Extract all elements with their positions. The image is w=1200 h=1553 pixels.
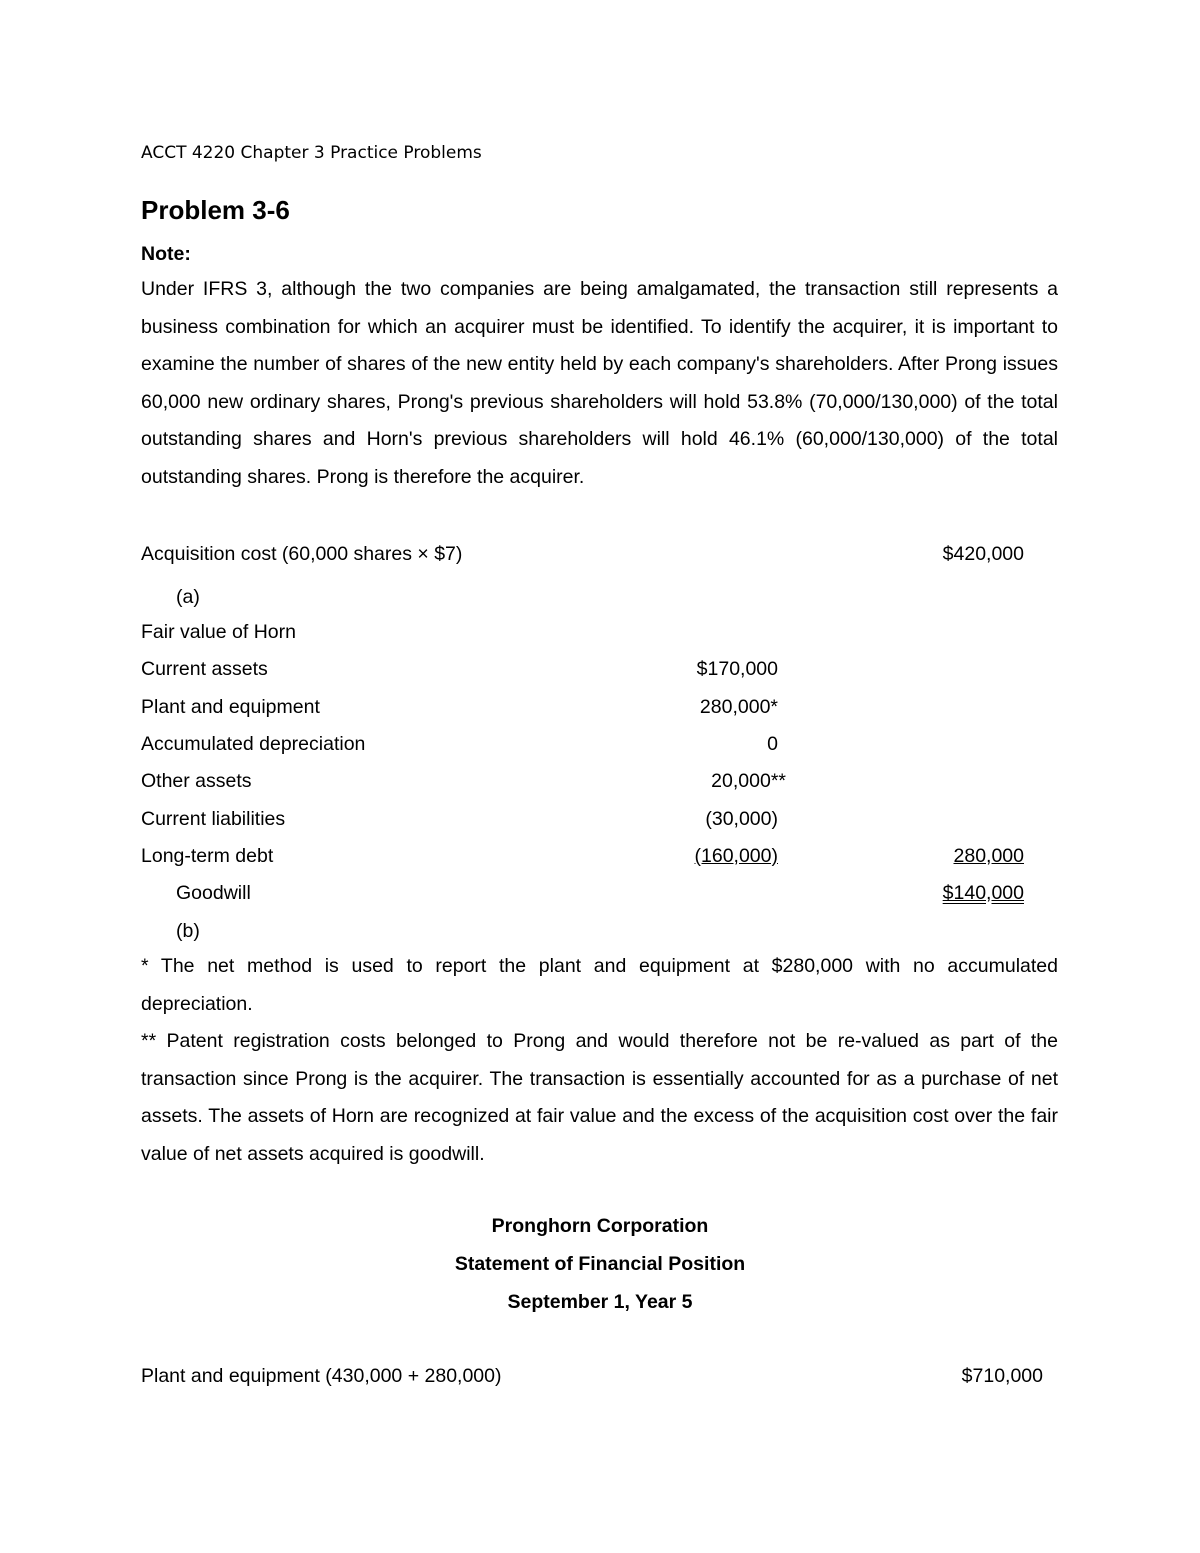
note-label: Note: bbox=[141, 243, 191, 265]
fair-value-heading: Fair value of Horn bbox=[141, 621, 296, 643]
sfp-plant-label: Plant and equipment (430,000 + 280,000) bbox=[141, 1365, 502, 1387]
current-liabilities-amount: (30,000) bbox=[705, 808, 778, 830]
part-b-label: (b) bbox=[176, 920, 200, 942]
goodwill-amount: $140,000 bbox=[942, 882, 1024, 904]
acquisition-cost-amount: $420,000 bbox=[942, 543, 1024, 565]
footnote-2: ** Patent registration costs belonged to Prong and would therefore not be re-valued as part of the transaction since Prong is the acquirer. The transaction is essentially accounted for as a purchase of net assets. The assets of Horn are recognized at fair value and the excess of the acquisition cost over the fair value of net assets acquired is goodwill. bbox=[141, 1030, 1058, 1165]
goodwill-label: Goodwill bbox=[176, 882, 251, 904]
statement-date: September 1, Year 5 bbox=[507, 1291, 693, 1313]
accumulated-depreciation-amount: 0 bbox=[767, 733, 778, 755]
sfp-plant-amount: $710,000 bbox=[961, 1365, 1043, 1387]
acquisition-cost-label: Acquisition cost (60,000 shares × $7) bbox=[141, 543, 463, 565]
plant-equipment-amount: 280,000* bbox=[699, 696, 778, 718]
current-assets-amount: $170,000 bbox=[696, 658, 778, 680]
long-term-debt-label: Long-term debt bbox=[141, 845, 274, 867]
plant-equipment-label: Plant and equipment bbox=[141, 696, 320, 718]
current-assets-label: Current assets bbox=[141, 658, 268, 680]
part-a-label: (a) bbox=[176, 586, 200, 608]
statement-company: Pronghorn Corporation bbox=[491, 1215, 709, 1237]
note-paragraph: Under IFRS 3, although the two companies are being amalgamated, the transaction still represents a business combination for which an acquirer must be identified. To identify the acquirer, it is important to examine the number of shares of the new entity held by each company's shareholders. After Prong issues 60,000 new ordinary shares, Prong's previous shareholders will hold 53.8% (70,000/130,000) of the total outstanding shares and Horn's previous shareholders will hold 46.1% (60,000/130,000) of the total outstanding shares. Prong is therefore the acquirer. bbox=[141, 278, 1058, 488]
document-header: ACCT 4220 Chapter 3 Practice Problems bbox=[141, 143, 482, 163]
current-liabilities-label: Current liabilities bbox=[141, 808, 286, 830]
net-assets-amount: 280,000 bbox=[953, 845, 1024, 867]
footnote-1: * The net method is used to report the plant and equipment at $280,000 with no accumulated depreciation. bbox=[141, 955, 1058, 1015]
accumulated-depreciation-label: Accumulated depreciation bbox=[141, 733, 366, 755]
other-assets-label: Other assets bbox=[141, 770, 252, 792]
problem-title: Problem 3-6 bbox=[141, 195, 290, 225]
statement-name: Statement of Financial Position bbox=[454, 1253, 746, 1275]
long-term-debt-amount: (160,000) bbox=[694, 845, 778, 867]
other-assets-amount: 20,000** bbox=[711, 770, 786, 792]
